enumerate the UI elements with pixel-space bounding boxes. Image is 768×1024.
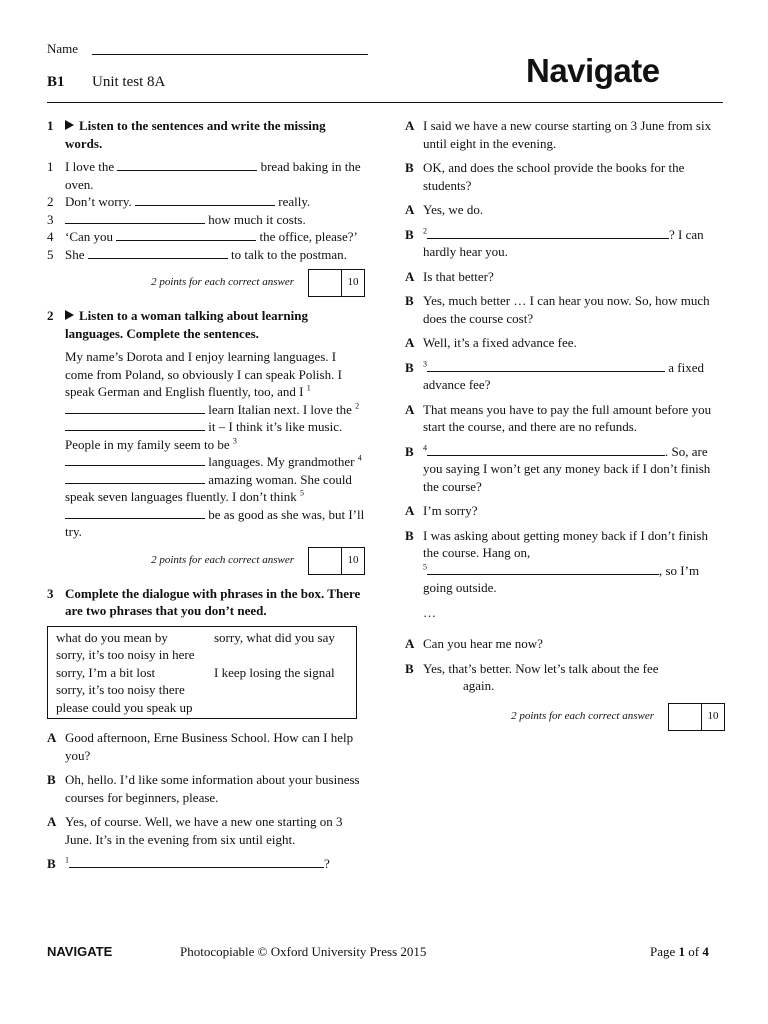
score-total: 10: [702, 703, 725, 731]
q1-item: 3 how much it costs.: [47, 211, 306, 227]
score-row: [47, 269, 365, 297]
answer-blank[interactable]: [65, 211, 205, 224]
footer-brand: NAVIGATE: [47, 944, 113, 959]
dialogue-line: B $^1$ ?: [47, 855, 330, 871]
question-2-heading: [47, 307, 365, 342]
answer-blank[interactable]: [135, 193, 275, 206]
answer-blank[interactable]: [65, 471, 205, 484]
answer-blank[interactable]: [427, 562, 659, 575]
dialogue-line: A Well, it’s a fixed advance fee.: [405, 335, 577, 350]
dialogue-line: B $^3$ a fixed advance fee?: [405, 359, 704, 392]
answer-blank[interactable]: [116, 228, 256, 241]
answer-blank[interactable]: [427, 226, 669, 239]
left-column: [47, 117, 365, 880]
score-box[interactable]: [668, 703, 702, 731]
score-row: [47, 547, 365, 575]
dialogue-line: B Yes, that’s better. Now let’s talk about the fee again.: [405, 660, 659, 693]
audio-play-icon: [65, 310, 74, 320]
dialogue-line: B Oh, hello. I’d like some information about your business courses for beginners, please.: [47, 772, 360, 805]
name-label: Name: [47, 41, 79, 56]
answer-blank[interactable]: [65, 401, 205, 414]
answer-blank[interactable]: [65, 506, 205, 519]
dialogue-line: B $^4$ . So, are you saying I won’t get any money back if I don’t finish the course?: [405, 443, 711, 494]
points-note: 2 points for each correct answer: [151, 276, 294, 289]
question-3-title: Complete the dialogue with phrases in the box. There are two phrases that you don’t need.: [65, 585, 361, 618]
dialogue-line: A Yes, we do.: [405, 202, 484, 217]
dialogue-line: A Yes, of course. Well, we have a new one starting on 3 June. It’s in the evening from six until eight.: [47, 814, 343, 847]
phrase: what do you mean by: [56, 629, 168, 645]
name-field-line[interactable]: [92, 54, 368, 55]
level-label: B1: [47, 74, 65, 90]
dialogue-line: B $^2$ ? I can hardly hear you.: [405, 226, 704, 259]
q1-item: 2 Don’t worry. really.: [47, 194, 311, 209]
question-2-title: Listen to a woman talking about learning languages. Complete the sentences.: [65, 308, 308, 341]
score-box[interactable]: [308, 269, 342, 297]
answer-blank[interactable]: [88, 246, 228, 259]
points-note: 2 points for each correct answer: [511, 709, 654, 722]
unit-title: Unit test 8A: [92, 74, 166, 90]
dialogue-line: A Can you hear me now?: [405, 636, 543, 651]
answer-blank[interactable]: [427, 359, 665, 372]
ellipsis: …: [423, 604, 436, 620]
phrase: I keep losing the signal: [214, 664, 335, 680]
dialogue-line: A That means you have to pay the full amount before you start the course, and there are no refunds.: [405, 401, 712, 434]
question-3-heading: [47, 585, 365, 620]
phrase: sorry, what did you say: [214, 629, 335, 645]
q1-item: 4 ‘Can you the office, please?’: [47, 229, 358, 244]
score-total: 10: [342, 547, 365, 575]
points-note: 2 points for each correct answer: [151, 553, 294, 566]
right-column: [405, 117, 725, 741]
header-divider: [47, 102, 723, 103]
phrase: sorry, it’s too noisy there: [56, 682, 185, 697]
phrase: sorry, I’m a bit lost: [56, 664, 156, 680]
phrase: sorry, it’s too noisy in here: [56, 647, 195, 662]
dialogue-line: B Yes, much better … I can hear you now. So, how much does the course cost?: [405, 293, 710, 326]
score-box[interactable]: [308, 547, 342, 575]
audio-play-icon: [65, 120, 74, 130]
q1-item: 5 She to talk to the postman.: [47, 246, 347, 262]
page-indicator: Page 1 of 4: [650, 944, 709, 959]
phrase-box: [47, 626, 357, 720]
score-total: 10: [342, 269, 365, 297]
question-number: 1: [47, 118, 54, 133]
q2-passage: My name’s Dorota and I enjoy learning languages. I come from Poland, so obviously I can speak Polish. I speak German and English fluently, too, and I $^1$ learn Italian next. I love the $^2$ it – I think it’s like music. People in my family seem to be $^3$ languages. My grandmother $^4$ amazing woman. She could speak seven languages fluently. I don’t think $^5$ be as good as she was, but I’ll try.: [65, 349, 365, 539]
footer-copyright: Photocopiable © Oxford University Press 2015: [180, 944, 427, 959]
question-1-heading: [47, 117, 365, 152]
q1-item: 1 I love the bread baking in the oven.: [47, 159, 361, 192]
dialogue-line: A I’m sorry?: [405, 503, 478, 518]
answer-blank[interactable]: [117, 158, 257, 171]
dialogue-line: A Is that better?: [405, 268, 494, 284]
score-row: [405, 703, 725, 731]
answer-blank[interactable]: [69, 855, 324, 868]
answer-blank[interactable]: [427, 443, 665, 456]
dialogue-line: B OK, and does the school provide the books for the students?: [405, 160, 685, 193]
dialogue-line: B I was asking about getting money back if I don’t finish the course. Hang on, $^5$ , so I’m going outside.: [405, 527, 708, 595]
answer-blank[interactable]: [65, 453, 205, 466]
question-number: 2: [47, 308, 54, 323]
navigate-logo: Navigate: [526, 52, 660, 89]
dialogue-line: A I said we have a new course starting on 3 June from six until eight in the evening.: [405, 118, 712, 151]
phrase: please could you speak up: [56, 699, 193, 715]
question-number: 3: [47, 585, 54, 601]
question-1-title: Listen to the sentences and write the missing words.: [65, 118, 326, 151]
dialogue-line: A Good afternoon, Erne Business School. How can I help you?: [47, 730, 354, 763]
answer-blank[interactable]: [65, 418, 205, 431]
